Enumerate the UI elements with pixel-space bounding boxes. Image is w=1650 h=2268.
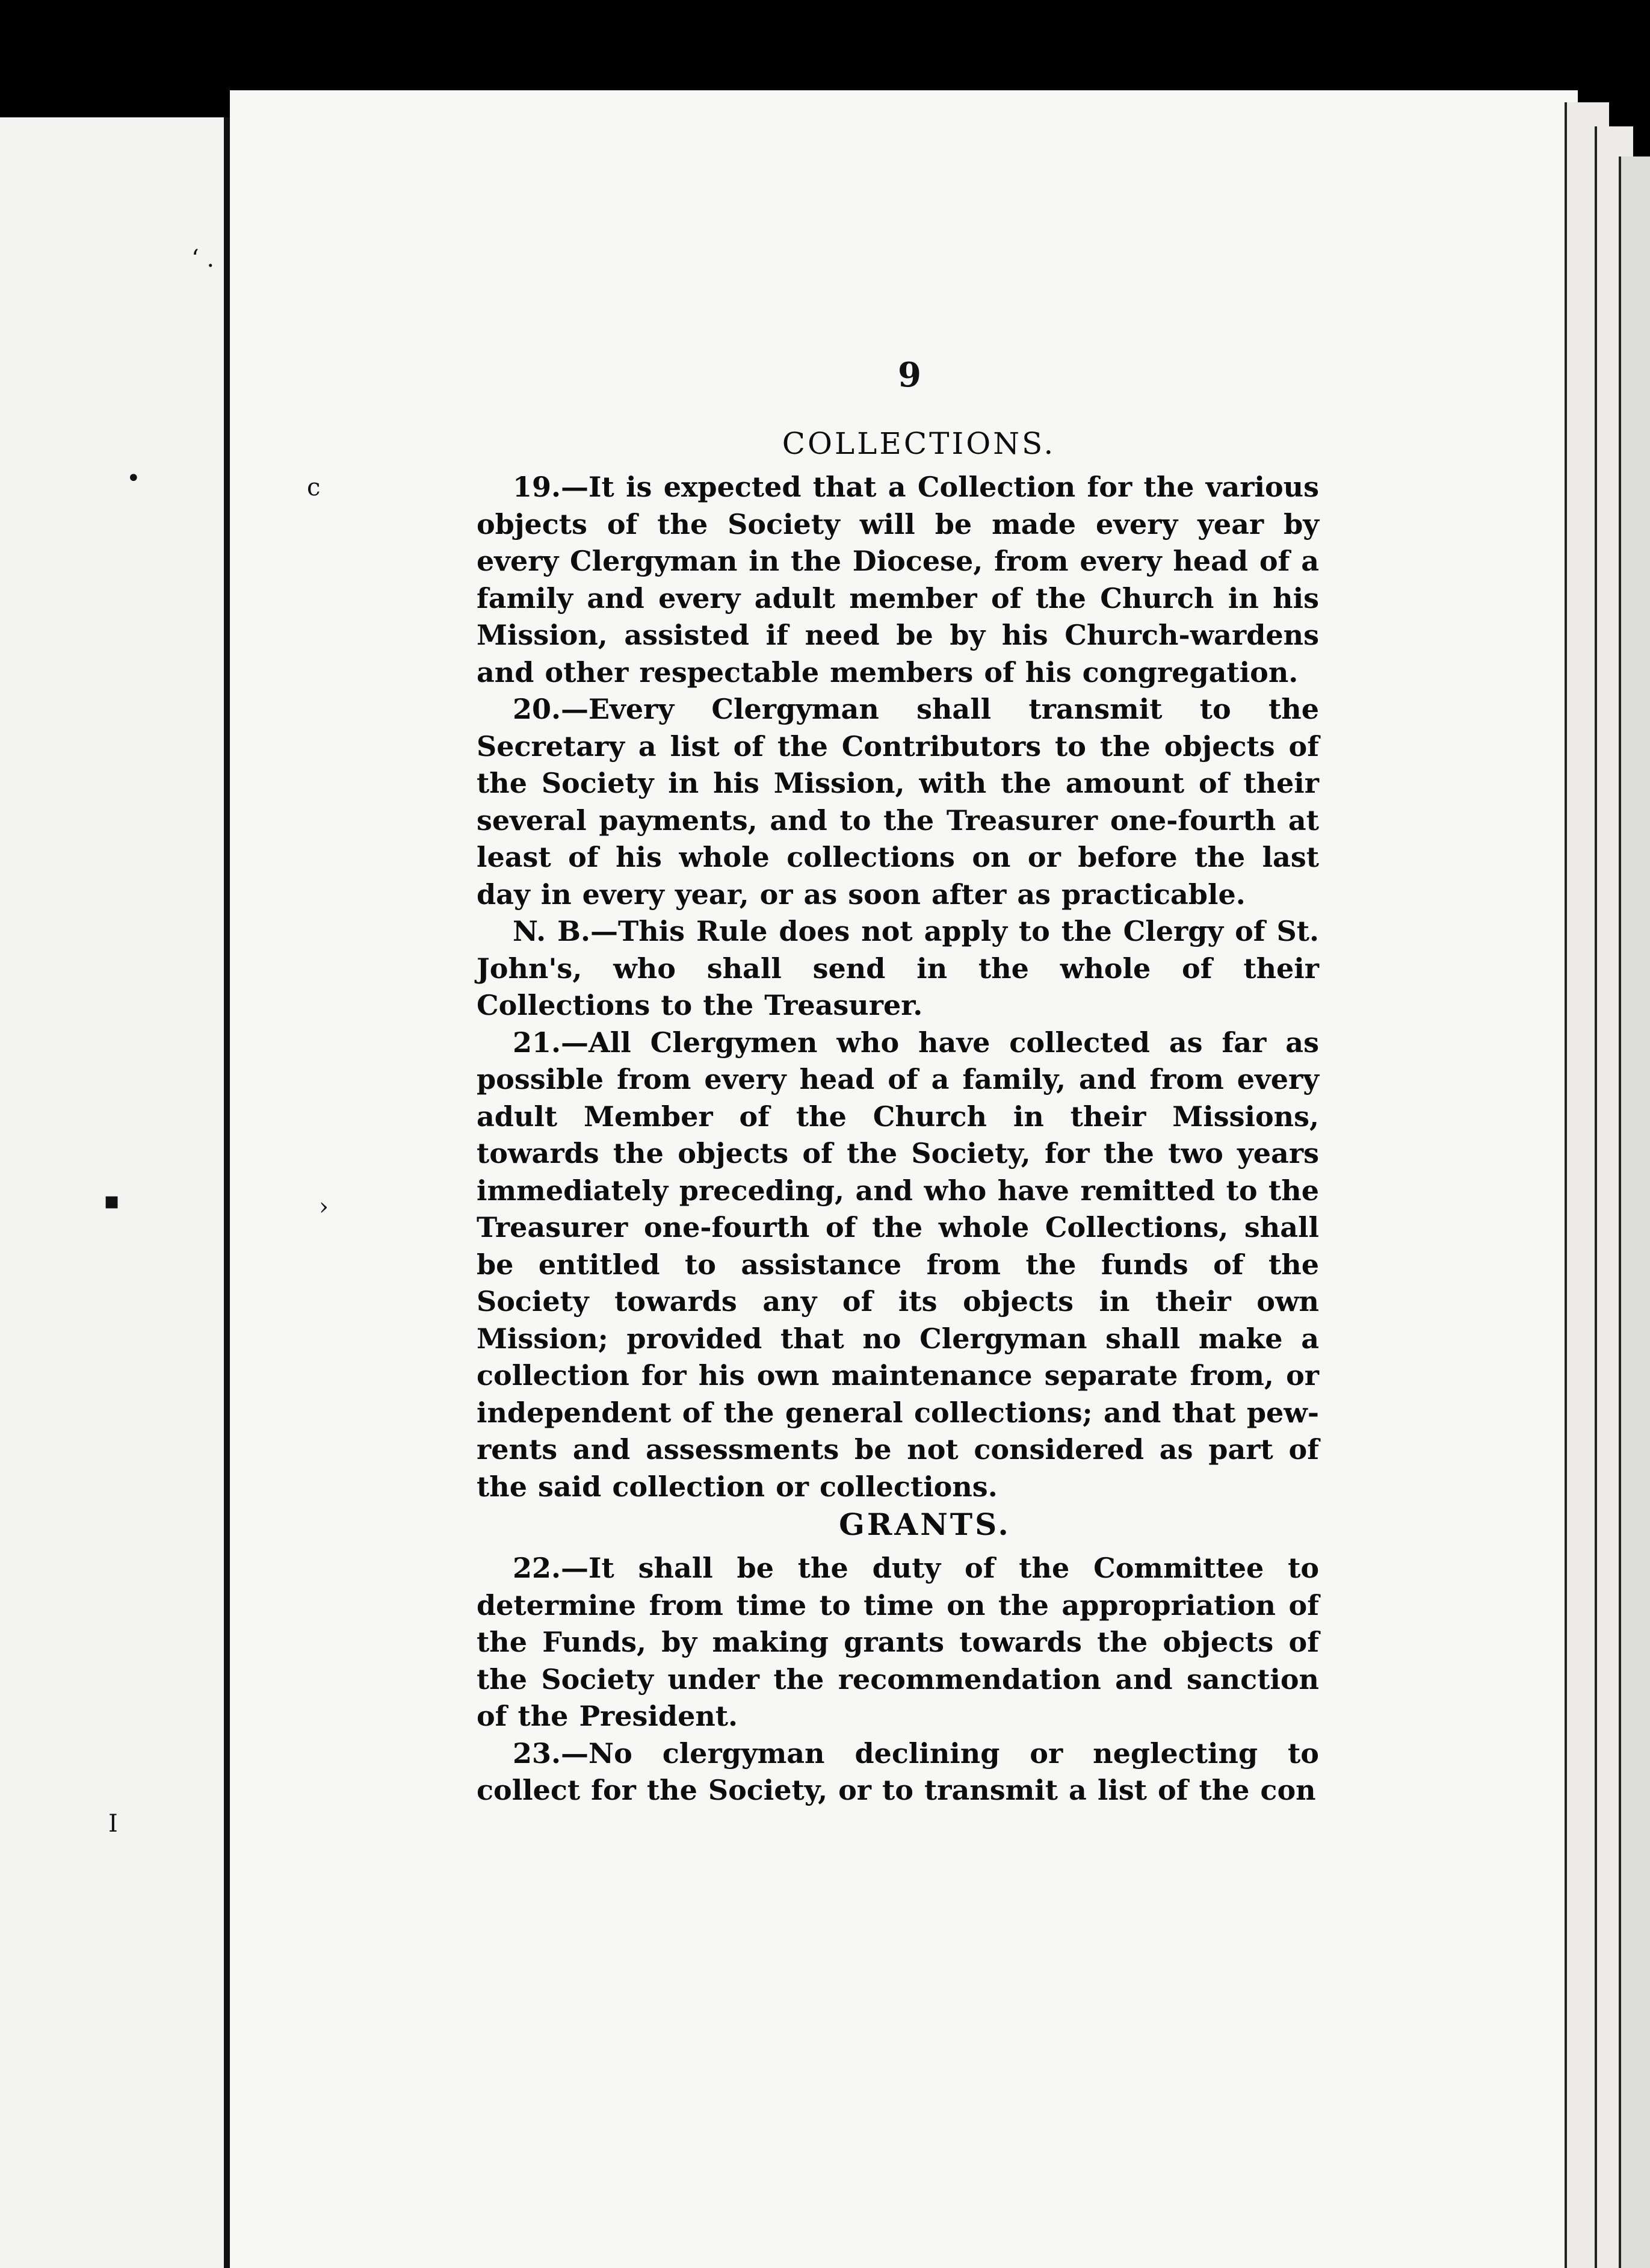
margin-mark: I	[108, 1810, 118, 1838]
paragraph: N. B.—This Rule does not apply to the Clergy of St. John's, who shall send in the whole of their Collections to the Treasurer.	[477, 915, 1319, 1021]
paragraph: 23.—No clergyman declining or neglecting to collect for the Society, or to transmit a list of the con	[477, 1737, 1319, 1806]
paragraph: 21.—All Clergymen who have collected as far as possible from every head of a family, and from every adult Member of the Church in their Missions, towards the objects of the Society, for the two years immediately preceding, and who have remitted to the Treasurer one-fourth of the whole Collections, shall be entitled to assistance from the funds of the Society towards any of its objects in their own Mission; provided that no Clergyman shall make a collection for his own maintenance separate from, or independent of the general collections; and that pew-rents and assessments be not considered as part of the said collection or collections.	[477, 1026, 1319, 1503]
paragraph: 20.—Every Clergyman shall transmit to the Secretary a list of the Contributors to the objects of the Society in his Mission, with the amount of their several payments, and to the Treasurer one-fourth at least of his whole collections on or before the last day in every year, or as soon after as practicable.	[477, 693, 1319, 911]
margin-mark: ›	[319, 1193, 329, 1221]
margin-mark: ‘ .	[191, 245, 215, 273]
text-block	[477, 424, 1319, 1809]
paragraph: 19.—It is expected that a Collection for the various objects of the Society will be made every year by every Clergyman in the Diocese, from every head of a family and every adult member of the Church in his Mission, assisted if need be by his Church-wardens and other respectable members of his congregation.	[477, 471, 1319, 689]
page-gutter	[224, 117, 230, 2268]
section-heading-collections: COLLECTIONS.	[782, 426, 1056, 461]
margin-mark: ▪	[104, 1187, 120, 1215]
section-heading-grants: GRANTS.	[839, 1507, 1011, 1542]
margin-mark: •	[126, 465, 141, 492]
page-number: 9	[898, 355, 921, 395]
paragraph: 22.—It shall be the duty of the Committee to determine from time to time on the appropriation of the Funds, by making grants towards the objects of the Society under the recommendation and sanction of the President.	[477, 1552, 1319, 1732]
margin-mark: c	[307, 474, 321, 501]
page-stack-edge	[1619, 156, 1650, 2268]
